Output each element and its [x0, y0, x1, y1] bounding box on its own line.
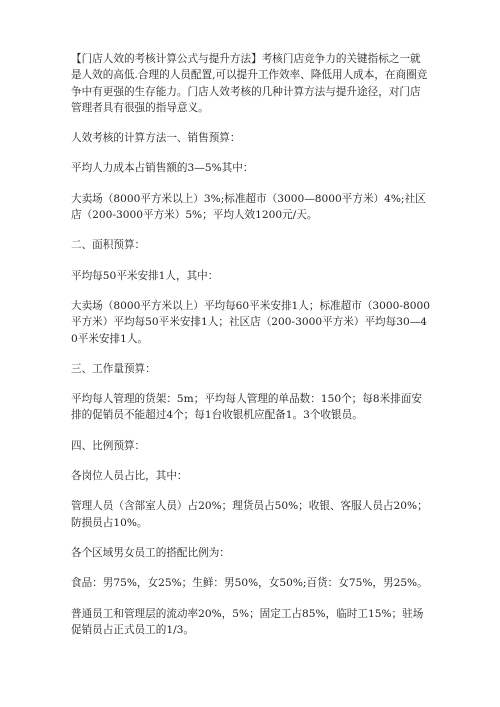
gender-ratio-heading: 各个区域男女员工的搭配比例为：: [71, 546, 230, 559]
gender-ratio-detail: 食品：男75%，女25%；生鲜：男50%，女50%;百货：女75%，男25%。: [71, 577, 428, 590]
intro-paragraph: 【门店人效的考核计算公式与提升方法】考核门店竞争力的关键指标之一就是人效的高低.合理的人员配置,可以提升工作效率、降低用人成本，在商圈竞争中有更强的生存能力。门店人效考核的几种计算方法与提升途径，对门店管理者具有很强的指导意义。: [71, 53, 428, 114]
section-heading-workload-budget: 三、工作量预算：: [71, 362, 156, 375]
turnover-ratio-detail: 普通员工和管理层的流动率20%，5%；固定工占85%，临时工15%；驻场促销员占正式员工的1/3。: [71, 607, 424, 636]
sales-budget-summary: 平均人力成本占销售额的3—5%其中：: [71, 162, 254, 175]
section-heading-area-budget: 二、面积预算：: [71, 239, 146, 252]
section-heading-ratio-budget: 四、比例预算：: [71, 439, 146, 452]
section-heading-sales-budget: 人效考核的计算方法一、销售预算：: [71, 132, 241, 145]
area-budget-detail: 大卖场（8000平方米以上）平均每60平米安排1人；标准超市（3000-8000平方米）平均每50平米安排1人；社区店（200-3000平方米）平均每30—40平米安排1人。: [71, 299, 430, 345]
workload-budget-detail: 平均每人管理的货架：5m；平均每人管理的单品数：150个；每8米排面安排的促销员不能超过4个；每1台收银机应配备1。3个收银员。: [71, 393, 422, 422]
document-body: [71, 51, 431, 652]
sales-budget-detail: 大卖场（8000平方米以上）3%;标准超市（3000—8000平方米）4%;社区店（200-3000平方米）5%；平均人效1200元/天。: [71, 192, 426, 222]
area-budget-summary: 平均每50平米安排1人，其中：: [71, 269, 219, 282]
ratio-budget-positions: 管理人员（含部室人员）占20%；理货员占50%；收银、客服人员占20%；防损员占10%。: [71, 500, 428, 529]
ratio-budget-summary: 各岗位人员占比，其中：: [71, 470, 188, 483]
